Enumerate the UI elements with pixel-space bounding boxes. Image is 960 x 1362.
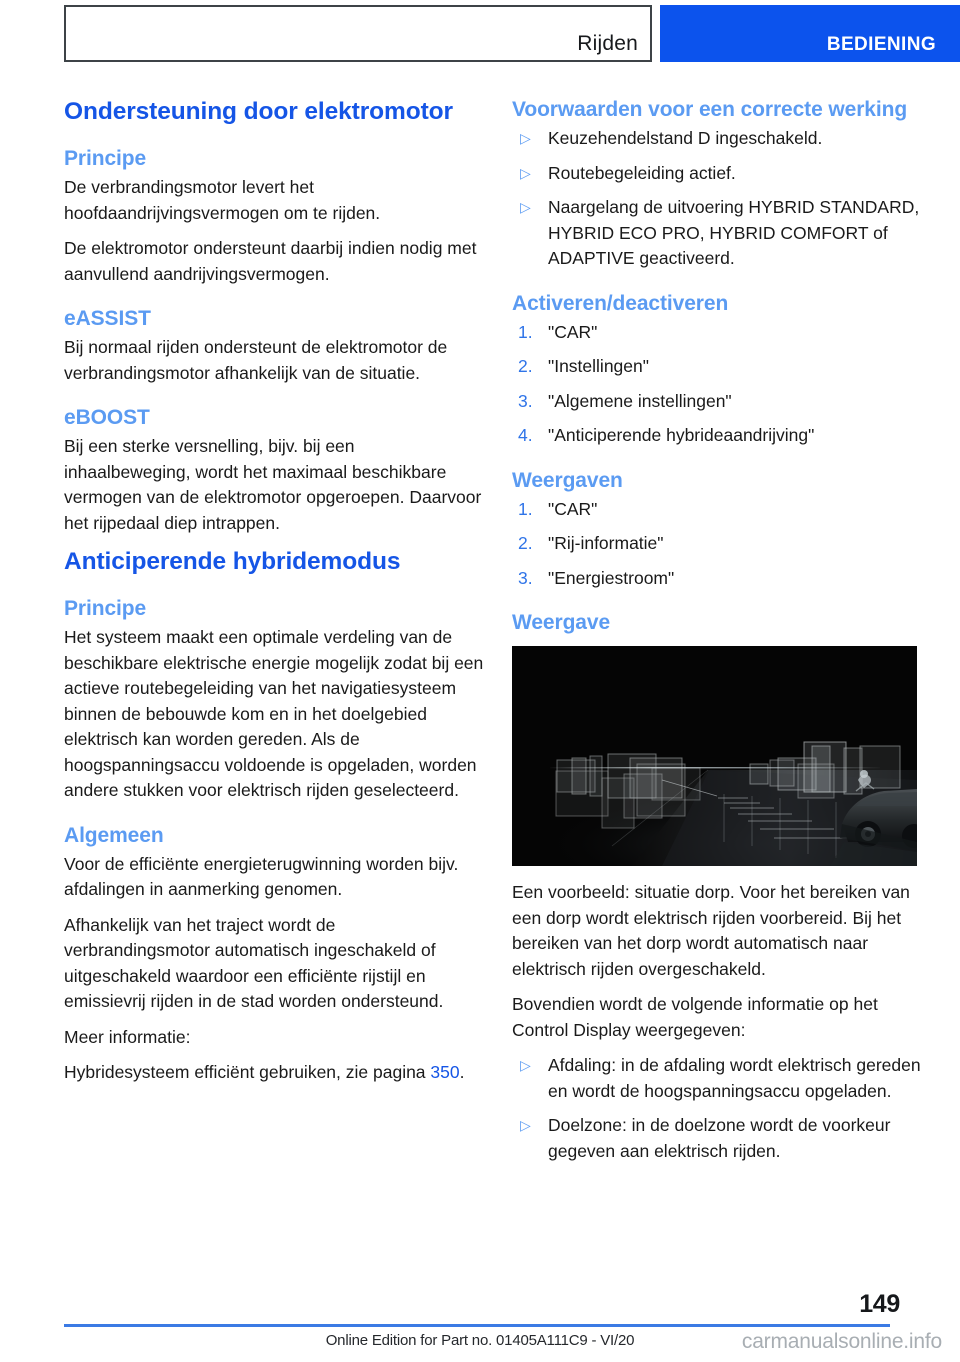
list-item [512,354,932,380]
paragraph: Het systeem maakt een optimale verdeling van de beschikbare elektrische energie mogelijk zodat bij een actieve routebegeleiding van het navigatiesysteem binnen de bebouwde kom en in het doelgebied elektrisch kan worden gereden. Als de hoogspanningsaccu voldoende is opgeladen, worden andere stukken voor elektrisch rijden geselecteerd. [64,627,484,800]
paragraph: De verbrandingsmotor levert het hoofdaandrijvingsvermogen om te rijden. [64,177,381,223]
triangle-bullet-icon: ▷ [520,1117,531,1133]
cross-reference-text: Hybridesysteem efficiënt gebruiken, zie pagina [64,1062,431,1082]
section-label: BEDIENING [826,34,936,55]
chapter-label: Rijden [577,32,638,55]
display-info-list [512,1053,932,1164]
chapter-box [64,5,652,62]
page-title: Ondersteuning door elektromotor [64,98,453,125]
paragraph: Meer informatie: [64,1026,191,1047]
paragraph: Afhankelijk van het traject wordt de verbrandingsmotor automatisch ingeschakeld of uitgeschakeld waardoor een efficiënte rijstijl en emissievrij rijden in de stad worden ondersteund. [64,914,444,1011]
list-item-label: "Energiestroom" [548,567,675,588]
heading-weergave: Weergave [512,611,611,634]
heading-activeren-deactiveren: Activeren/deactiveren [512,291,729,315]
paragraph: Bovendien wordt de volgende informatie op het Control Display weergegeven: [512,994,878,1040]
page-number: 149 [859,1290,900,1318]
figure-village-approach [512,646,917,866]
displays-steps-list [512,497,932,592]
step-number: 4. [518,425,533,445]
list-item-label: "CAR" [548,498,598,519]
triangle-bullet-icon: ▷ [520,164,531,181]
step-number: 2. [518,356,533,376]
paragraph: Een voorbeeld: situatie dorp. Voor het bereiken van een dorp wordt elektrisch rijden voorbereid. Bij het bereiken van het dorp wordt automatisch naar elektrisch rijden overgeschakeld. [512,882,910,979]
triangle-bullet-icon: ▷ [520,130,531,146]
list-item [512,1053,932,1104]
conditions-list [512,126,932,272]
triangle-bullet-icon: ▷ [520,1057,531,1073]
paragraph: Bij een sterke versnelling, bijv. bij een inhaalbeweging, wordt het maximaal beschikbare vermogen van de elektromotor opgeroepen. Daarvoor het rijpedaal diep intrappen. [64,436,482,533]
list-item [512,566,932,592]
list-item [512,389,932,415]
triangle-bullet-icon: ▷ [520,199,531,215]
list-item-label: Afdaling: in de afdaling wordt elektrisch gereden en wordt de hoogspanningsaccu opgeladen. [548,1055,921,1101]
watermark: carmanualsonline.info [741,1330,942,1353]
list-item-label: "Anticiperende hybrideaandrijving" [548,425,815,445]
list-item-label: Doelzone: in de doelzone wordt de voorkeur gegeven aan elektrisch rijden. [548,1115,891,1161]
cross-reference-suffix: . [459,1062,465,1082]
paragraph: De elektromotor ondersteunt daarbij indien nodig met aanvullend aandrijvingsvermogen. [64,238,477,284]
list-item [512,195,932,272]
edition-note: Online Edition for Part no. 01405A111C9 - VI/20 [325,1332,635,1349]
list-item [512,497,932,523]
list-item [512,126,932,152]
step-number: 1. [518,321,533,342]
list-item [512,423,932,449]
list-item [512,531,932,557]
dark-illustration-village-approach [512,646,917,866]
footer-divider [64,1324,890,1327]
heading-weergaven: Weergaven [512,468,623,492]
step-number: 1. [518,498,533,519]
heading-eboost: eBOOST [64,406,150,429]
cross-reference-page-number[interactable]: 350 [430,1062,460,1082]
right-column [512,96,932,1164]
step-number: 3. [518,390,533,411]
list-item-label: "Algemene instellingen" [548,390,732,411]
list-item-label: "Rij-informatie" [548,533,664,553]
activate-steps-list [512,320,932,449]
section-tab [660,5,960,62]
list-item [512,161,932,187]
list-item-label: Naargelang de uitvoering HYBRID STANDARD, HYBRID ECO PRO, HYBRID COMFORT of ADAPTIVE geactiveerd. [548,197,920,268]
step-number: 3. [518,567,533,588]
list-item-label: "CAR" [548,321,598,342]
left-column [64,96,484,1086]
cross-reference [64,1060,484,1086]
list-item [512,1113,932,1164]
heading-eassist: eASSIST [64,307,151,330]
step-number: 2. [518,533,533,553]
paragraph: Voor de efficiënte energieterugwinning worden bijv. afdalingen in aanmerking genomen. [64,853,459,899]
heading-principe-1: Principe [64,147,147,170]
heading-voorwaarden: Voorwaarden voor een correcte werking [512,98,908,121]
heading-algemeen: Algemeen [64,823,164,847]
section-title-anticiperende: Anticiperende hybridemodus [64,548,401,575]
list-item [512,320,932,346]
list-item-label: Routebegeleiding actief. [548,162,736,183]
page-header [0,0,960,68]
list-item-label: "Instellingen" [548,356,649,376]
list-item-label: Keuzehendelstand D ingeschakeld. [548,128,823,148]
heading-principe-2: Principe [64,597,147,620]
paragraph: Bij normaal rijden ondersteunt de elektromotor de verbrandingsmotor afhankelijk van de situatie. [64,337,448,383]
